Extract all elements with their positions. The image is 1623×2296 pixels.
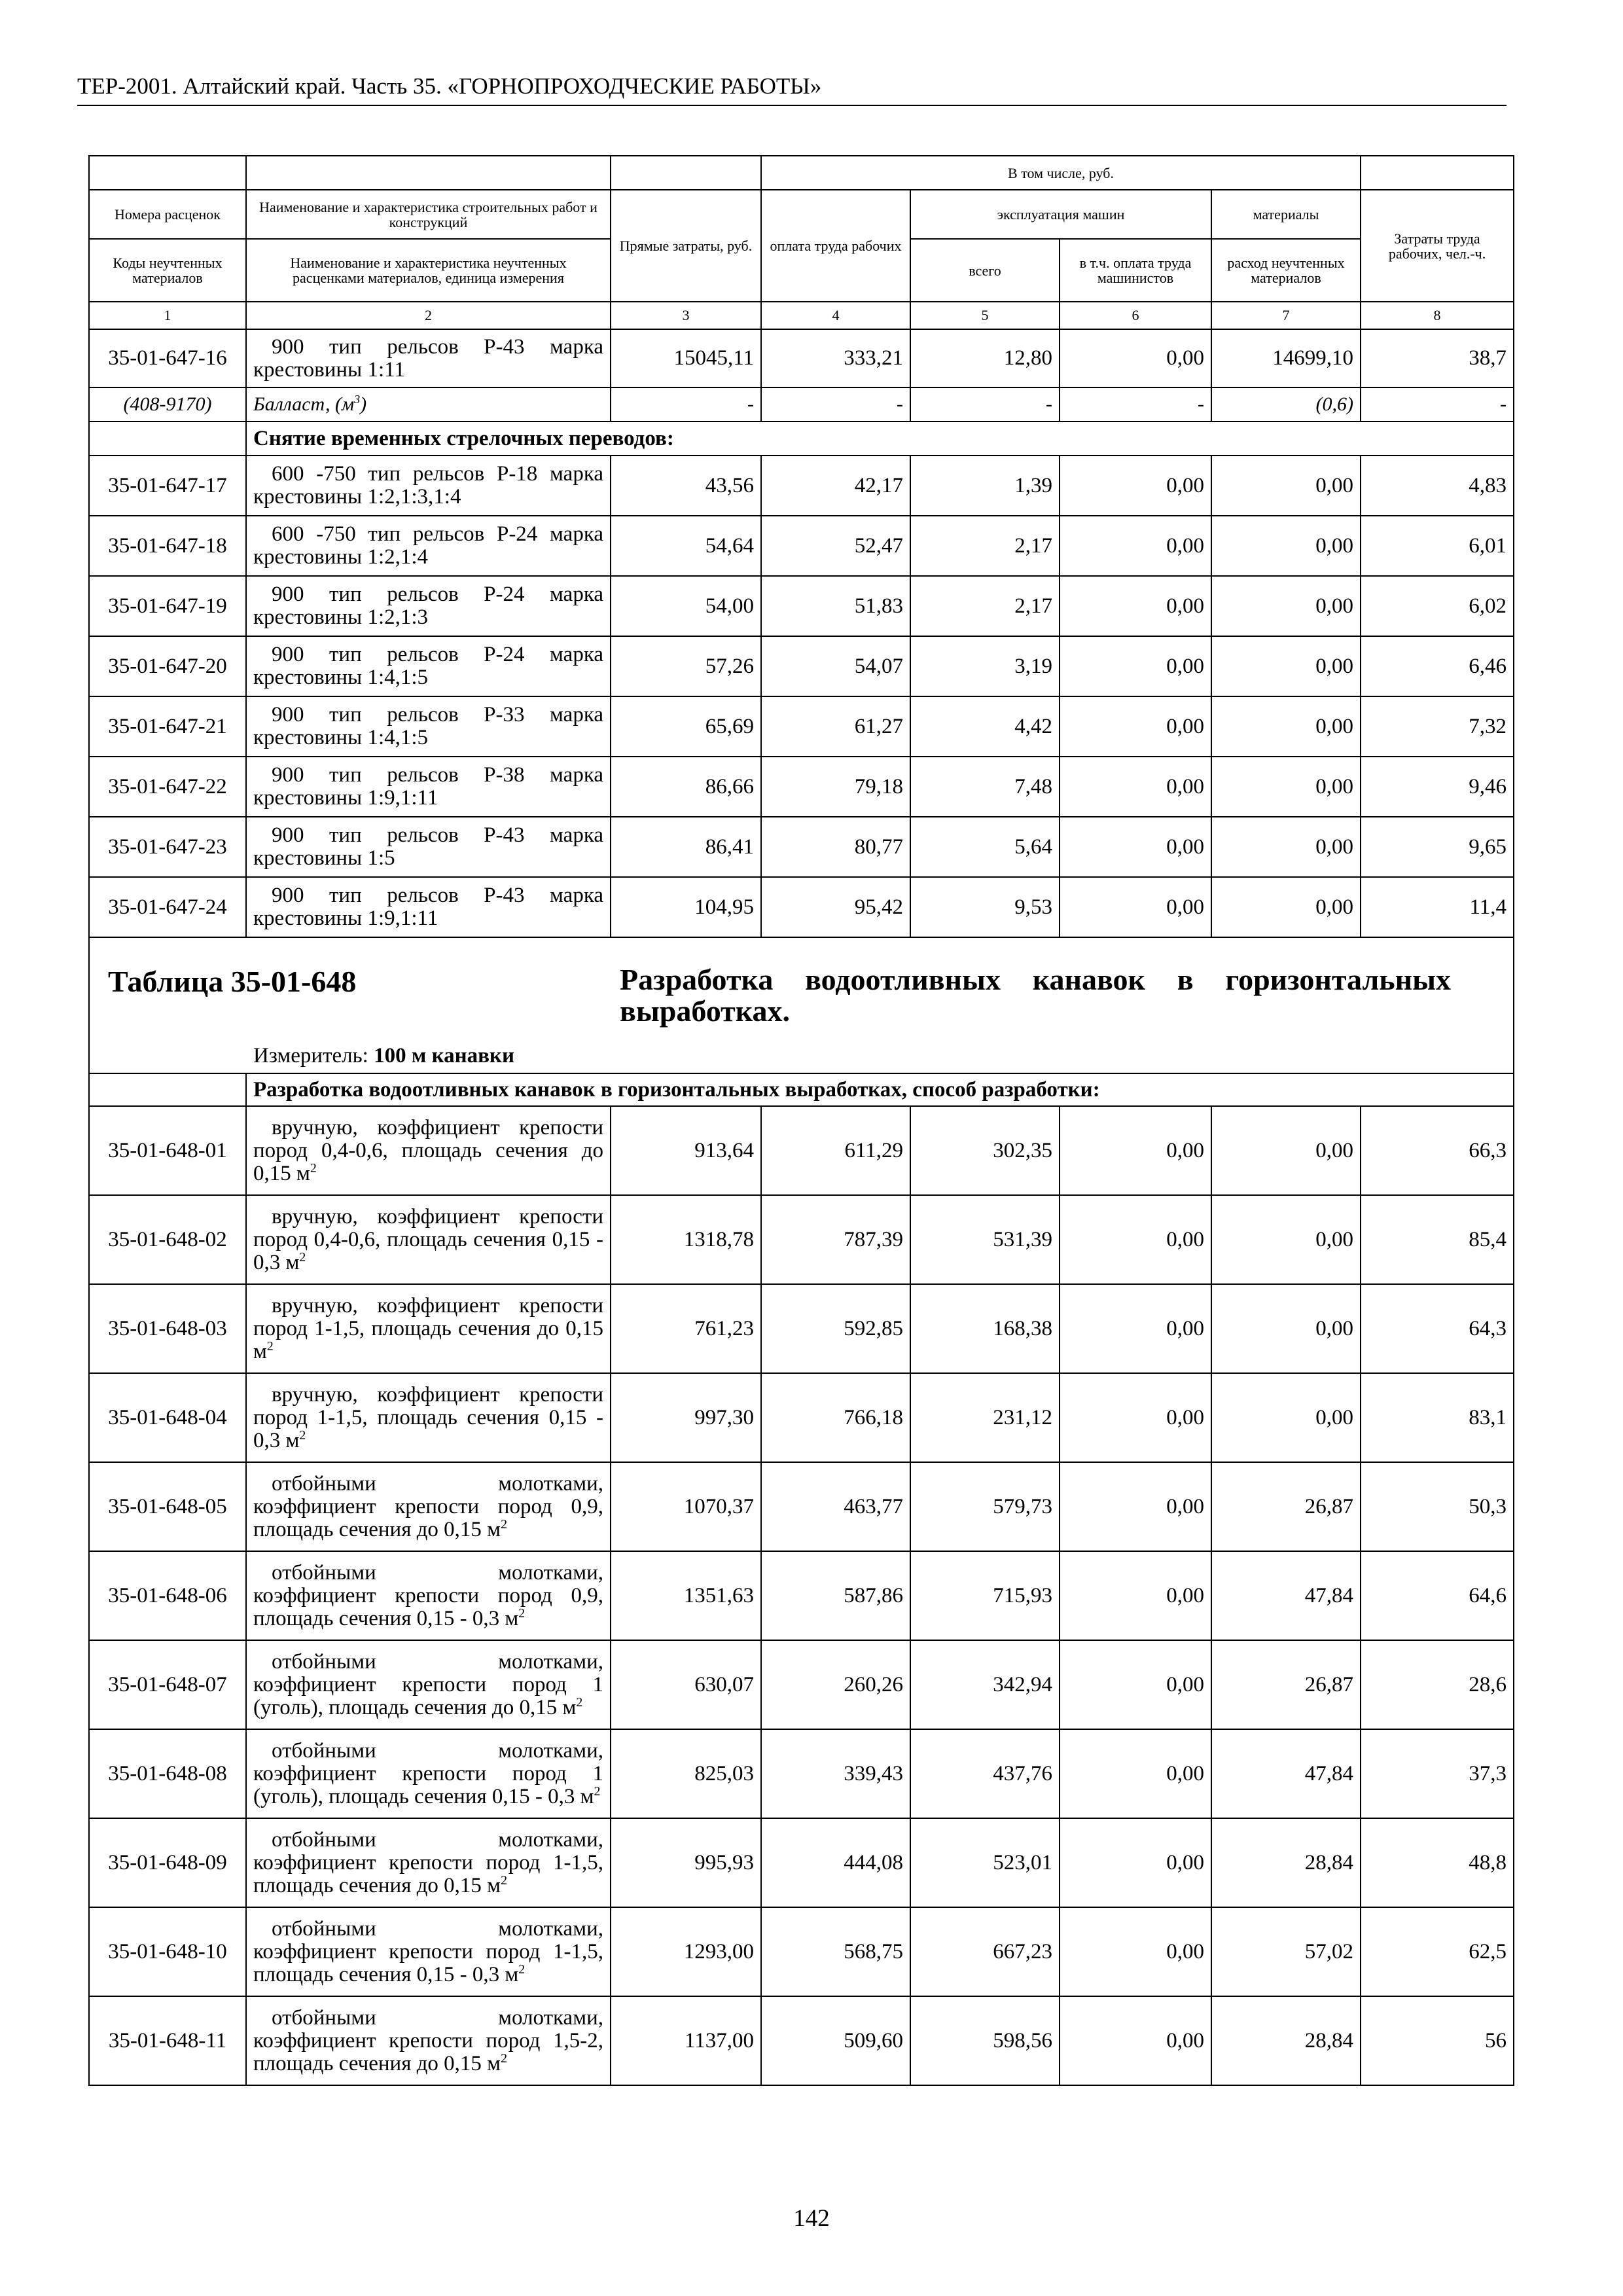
rate-value: 5,64 (910, 817, 1060, 877)
table-row (89, 576, 1514, 636)
rate-value: 995,93 (611, 1818, 761, 1907)
rate-value: 0,00 (1060, 1551, 1211, 1640)
rate-value: 523,01 (910, 1818, 1060, 1907)
rate-value: 787,39 (761, 1195, 910, 1284)
rate-code: 35-01-647-23 (89, 817, 246, 877)
rate-value: 825,03 (611, 1729, 761, 1818)
rate-description (246, 1996, 611, 2085)
rate-value: 51,83 (761, 576, 910, 636)
table-meter (253, 1044, 514, 1068)
square-superscript: 2 (310, 1160, 317, 1175)
rate-code: 35-01-648-04 (89, 1373, 246, 1462)
head-labor-costs: Затраты труда рабочих, чел.-ч. (1361, 190, 1514, 302)
table-number: Таблица 35-01-648 (108, 965, 357, 998)
table-row (89, 757, 1514, 817)
column-number: 4 (761, 302, 910, 329)
rate-value: 48,8 (1361, 1818, 1514, 1907)
table-648-header-row (89, 937, 1514, 1073)
rate-value: 54,07 (761, 636, 910, 696)
table-row (89, 877, 1514, 937)
rate-value: 47,84 (1211, 1729, 1361, 1818)
rate-value: 667,23 (910, 1907, 1060, 1996)
rate-value: 57,26 (611, 636, 761, 696)
rate-code: 35-01-647-24 (89, 877, 246, 937)
rate-description (246, 576, 611, 636)
material-name (246, 387, 611, 422)
material-value: - (1060, 387, 1211, 422)
rate-value: 0,00 (1060, 1106, 1211, 1195)
rate-value: 0,00 (1060, 1284, 1211, 1373)
rate-value: 9,53 (910, 877, 1060, 937)
rate-description (246, 696, 611, 757)
rate-code: 35-01-647-20 (89, 636, 246, 696)
rate-value: 444,08 (761, 1818, 910, 1907)
rate-value: 598,56 (910, 1996, 1060, 2085)
table-row (89, 1640, 1514, 1729)
rate-value: 0,00 (1211, 1106, 1361, 1195)
head-material-names: Наименование и характеристика неучтенных расценками материалов, единица измерения (246, 239, 611, 302)
column-number: 6 (1060, 302, 1211, 329)
rate-value: 26,87 (1211, 1462, 1361, 1551)
table-row (89, 1284, 1514, 1373)
rate-value: 14699,10 (1211, 329, 1361, 387)
column-number-row (89, 302, 1514, 329)
table-row (89, 696, 1514, 757)
material-value: (0,6) (1211, 387, 1361, 422)
rate-code: 35-01-648-10 (89, 1907, 246, 1996)
rate-description-text: отбойными молотками, коэффициент крепости пород 0,9, площадь сечения 0,15 - 0,3 м (253, 1560, 603, 1630)
rate-code: 35-01-647-18 (89, 516, 246, 576)
rate-value: 0,00 (1211, 1284, 1361, 1373)
rate-value: 28,6 (1361, 1640, 1514, 1729)
material-value: - (761, 387, 910, 422)
rate-value: 2,17 (910, 576, 1060, 636)
rate-value: 168,38 (910, 1284, 1060, 1373)
rate-value: 15045,11 (611, 329, 761, 387)
material-code: (408-9170) (89, 387, 246, 422)
rate-value: 6,46 (1361, 636, 1514, 696)
section-blank (89, 1073, 246, 1106)
rate-description-text: 600 -750 тип рельсов Р-24 марка крестовины 1:2,1:4 (253, 522, 603, 569)
rate-value: 463,77 (761, 1462, 910, 1551)
column-number: 1 (89, 302, 246, 329)
rate-code: 35-01-648-05 (89, 1462, 246, 1551)
rate-value: 913,64 (611, 1106, 761, 1195)
square-superscript: 2 (501, 1873, 507, 1888)
rate-description (246, 1818, 611, 1907)
rate-description-text: отбойными молотками, коэффициент крепости пород 1 (уголь), площадь сечения 0,15 - 0,3 м (253, 1738, 603, 1808)
rate-value: 0,00 (1060, 757, 1211, 817)
rate-value: 7,48 (910, 757, 1060, 817)
rate-description-text: 900 тип рельсов Р-43 марка крестовины 1:11 (253, 334, 603, 382)
rate-value: 1293,00 (611, 1907, 761, 1996)
head-unaccounted-materials: расход неучтенных материалов (1211, 239, 1361, 302)
rate-value: 1318,78 (611, 1195, 761, 1284)
rate-value: 47,84 (1211, 1551, 1361, 1640)
rate-value: 0,00 (1060, 696, 1211, 757)
rate-value: 86,66 (611, 757, 761, 817)
rate-code: 35-01-648-09 (89, 1818, 246, 1907)
head-in-total: В том числе, руб. (761, 156, 1361, 190)
rate-value: 43,56 (611, 456, 761, 516)
rate-value: 0,00 (1060, 1907, 1211, 1996)
rate-description-text: вручную, коэффициент крепости пород 0,4-0,6, площадь сечения 0,15 - 0,3 м (253, 1204, 603, 1274)
square-superscript: 2 (576, 1695, 583, 1710)
rate-value: 28,84 (1211, 1996, 1361, 2085)
rate-value: 0,00 (1060, 1996, 1211, 2085)
table-row (89, 1106, 1514, 1195)
section-heading: Разработка водоотливных канавок в горизонтальных выработках, способ разработки: (246, 1073, 1514, 1106)
rate-code: 35-01-648-03 (89, 1284, 246, 1373)
rate-value: 1,39 (910, 456, 1060, 516)
rate-value: 0,00 (1060, 456, 1211, 516)
rate-description-text: 900 тип рельсов Р-38 марка крестовины 1:9,1:11 (253, 763, 603, 810)
page-header: ТЕР-2001. Алтайский край. Часть 35. «ГОРНОПРОХОДЧЕСКИЕ РАБОТЫ» (77, 73, 822, 99)
table-row (89, 516, 1514, 576)
rate-value: 0,00 (1211, 817, 1361, 877)
rate-value: 104,95 (611, 877, 761, 937)
column-number: 8 (1361, 302, 1514, 329)
rate-description (246, 1551, 611, 1640)
rate-value: 0,00 (1060, 576, 1211, 636)
table-row (89, 456, 1514, 516)
rate-description-text: 900 тип рельсов Р-33 марка крестовины 1:4,1:5 (253, 703, 603, 749)
rate-description (246, 516, 611, 576)
rate-value: 592,85 (761, 1284, 910, 1373)
head-work-name: Наименование и характеристика строительных работ и конструкций (246, 190, 611, 239)
rate-description-text: вручную, коэффициент крепости пород 1-1,5, площадь сечения 0,15 - 0,3 м (253, 1382, 603, 1452)
material-name-text: Балласт, (м (253, 393, 355, 415)
header-rule (77, 105, 1507, 106)
table-row (89, 329, 1514, 387)
rate-value: 0,00 (1211, 877, 1361, 937)
material-value: - (611, 387, 761, 422)
rate-value: 766,18 (761, 1373, 910, 1462)
rate-description-text: отбойными молотками, коэффициент крепости пород 1 (уголь), площадь сечения до 0,15 м (253, 1649, 603, 1719)
rate-description (246, 757, 611, 817)
rate-value: 0,00 (1060, 1818, 1211, 1907)
rate-value: 7,32 (1361, 696, 1514, 757)
rate-value: 0,00 (1211, 696, 1361, 757)
material-name-end: ) (360, 393, 367, 415)
rate-value: 611,29 (761, 1106, 910, 1195)
rate-value: 0,00 (1211, 1373, 1361, 1462)
rates-table (88, 155, 1514, 2086)
rate-value: 64,3 (1361, 1284, 1514, 1373)
rate-value: 6,01 (1361, 516, 1514, 576)
material-value: - (1361, 387, 1514, 422)
rate-value: 28,84 (1211, 1818, 1361, 1907)
rate-value: 85,4 (1361, 1195, 1514, 1284)
rate-description (246, 329, 611, 387)
table-row (89, 1729, 1514, 1818)
rate-value: 531,39 (910, 1195, 1060, 1284)
square-superscript: 2 (299, 1427, 306, 1443)
rate-value: 0,00 (1211, 757, 1361, 817)
rate-description (246, 1195, 611, 1284)
rate-value: 9,46 (1361, 757, 1514, 817)
rate-value: 50,3 (1361, 1462, 1514, 1551)
table-row (89, 1996, 1514, 2085)
table-row (89, 1373, 1514, 1462)
square-superscript: 2 (501, 2051, 507, 2066)
table-row (89, 1462, 1514, 1551)
table-title: Разработка водоотливных канавок в горизонтальных выработках. (620, 963, 1451, 1028)
rate-value: 0,00 (1211, 576, 1361, 636)
rate-description-text: 900 тип рельсов Р-24 марка крестовины 1:2,1:3 (253, 583, 603, 629)
meter-label: Измеритель: (253, 1044, 368, 1067)
rate-value: 65,69 (611, 696, 761, 757)
rate-value: 0,00 (1060, 329, 1211, 387)
rate-value: 11,4 (1361, 877, 1514, 937)
cube-superscript: 3 (354, 393, 361, 406)
rate-description (246, 1640, 611, 1729)
rate-description (246, 877, 611, 937)
column-number: 7 (1211, 302, 1361, 329)
rate-value: 61,27 (761, 696, 910, 757)
rate-value: 0,00 (1060, 1195, 1211, 1284)
rate-value: 56 (1361, 1996, 1514, 2085)
rate-value: 79,18 (761, 757, 910, 817)
rate-value: 62,5 (1361, 1907, 1514, 1996)
rate-description (246, 1106, 611, 1195)
rate-value: 333,21 (761, 329, 910, 387)
rate-value: 37,3 (1361, 1729, 1514, 1818)
rate-value: 1351,63 (611, 1551, 761, 1640)
rate-value: 0,00 (1060, 1373, 1211, 1462)
rate-value: 0,00 (1060, 817, 1211, 877)
square-superscript: 2 (501, 1516, 507, 1532)
rate-value: 57,02 (1211, 1907, 1361, 1996)
head-materials: материалы (1211, 190, 1361, 239)
head-incl-machinist-pay: в т.ч. оплата труда машинистов (1060, 239, 1211, 302)
rate-value: 4,83 (1361, 456, 1514, 516)
rate-value: 0,00 (1060, 516, 1211, 576)
rate-code: 35-01-647-21 (89, 696, 246, 757)
material-row (89, 387, 1514, 422)
rate-value: 6,02 (1361, 576, 1514, 636)
section-blank (89, 422, 246, 456)
square-superscript: 2 (518, 1962, 526, 1977)
rate-value: 0,00 (1060, 877, 1211, 937)
rate-description-text: вручную, коэффициент крепости пород 1-1,5, площадь сечения до 0,15 м (253, 1293, 603, 1363)
rate-code: 35-01-648-02 (89, 1195, 246, 1284)
rate-description-text: 600 -750 тип рельсов Р-18 марка крестовины 1:2,1:3,1:4 (253, 462, 603, 509)
head-blank-direct (611, 156, 761, 190)
rate-code: 35-01-647-16 (89, 329, 246, 387)
rate-description-text: отбойными молотками, коэффициент крепости пород 0,9, площадь сечения до 0,15 м (253, 1471, 603, 1541)
table-row (89, 817, 1514, 877)
rate-value: 0,00 (1211, 636, 1361, 696)
square-superscript: 2 (266, 1338, 274, 1354)
rate-description (246, 456, 611, 516)
square-superscript: 2 (518, 1605, 526, 1621)
head-material-codes: Коды неучтенных материалов (89, 239, 246, 302)
rate-code: 35-01-647-17 (89, 456, 246, 516)
rate-value: 12,80 (910, 329, 1060, 387)
square-superscript: 2 (594, 1784, 601, 1799)
rate-value: 0,00 (1211, 516, 1361, 576)
rate-value: 83,1 (1361, 1373, 1514, 1462)
head-rate-numbers: Номера расценок (89, 190, 246, 239)
rate-value: 1070,37 (611, 1462, 761, 1551)
column-number: 2 (246, 302, 611, 329)
rate-value: 630,07 (611, 1640, 761, 1729)
rate-description-text: отбойными молотками, коэффициент крепости пород 1-1,5, площадь сечения до 0,15 м (253, 1827, 603, 1897)
section-heading: Снятие временных стрелочных переводов: (246, 422, 1514, 456)
rate-value: 339,43 (761, 1729, 910, 1818)
table-648-header (89, 937, 1514, 1073)
material-value: - (910, 387, 1060, 422)
rate-value: 1137,00 (611, 1996, 761, 2085)
rate-value: 231,12 (910, 1373, 1060, 1462)
rate-description (246, 817, 611, 877)
rate-description-text: вручную, коэффициент крепости пород 0,4-0,6, площадь сечения до 0,15 м (253, 1115, 603, 1185)
rate-description (246, 1284, 611, 1373)
rate-code: 35-01-648-07 (89, 1640, 246, 1729)
rate-description (246, 636, 611, 696)
table-row (89, 1551, 1514, 1640)
rate-description (246, 1373, 611, 1462)
section-row (89, 422, 1514, 456)
rate-value: 54,00 (611, 576, 761, 636)
rate-value: 509,60 (761, 1996, 910, 2085)
rate-value: 260,26 (761, 1640, 910, 1729)
page-number: 142 (793, 2205, 830, 2232)
rate-value: 437,76 (910, 1729, 1060, 1818)
rate-value: 3,19 (910, 636, 1060, 696)
rate-value: 587,86 (761, 1551, 910, 1640)
rate-description-text: 900 тип рельсов Р-43 марка крестовины 1:9,1:11 (253, 884, 603, 930)
rate-code: 35-01-648-08 (89, 1729, 246, 1818)
rate-code: 35-01-647-19 (89, 576, 246, 636)
head-blank-right (1361, 156, 1514, 190)
meter-value: 100 м канавки (374, 1044, 514, 1067)
rate-code: 35-01-648-06 (89, 1551, 246, 1640)
rate-value: 66,3 (1361, 1106, 1514, 1195)
rate-value: 52,47 (761, 516, 910, 576)
rate-value: 80,77 (761, 817, 910, 877)
table-row (89, 636, 1514, 696)
rate-value: 95,42 (761, 877, 910, 937)
rate-value: 2,17 (910, 516, 1060, 576)
rate-value: 342,94 (910, 1640, 1060, 1729)
rate-description-text: отбойными молотками, коэффициент крепости пород 1-1,5, площадь сечения 0,15 - 0,3 м (253, 1916, 603, 1986)
head-worker-pay: оплата труда рабочих (761, 190, 910, 302)
rate-value: 0,00 (1211, 1195, 1361, 1284)
table-row (89, 1818, 1514, 1907)
rate-value: 0,00 (1060, 636, 1211, 696)
rate-value: 997,30 (611, 1373, 761, 1462)
head-blank-left (89, 156, 246, 190)
rate-code: 35-01-647-22 (89, 757, 246, 817)
square-superscript: 2 (299, 1249, 306, 1265)
rate-value: 0,00 (1060, 1462, 1211, 1551)
rate-value: 0,00 (1211, 456, 1361, 516)
column-number: 5 (910, 302, 1060, 329)
head-machine-ops: эксплуатация машин (910, 190, 1211, 239)
head-total: всего (910, 239, 1060, 302)
rate-value: 38,7 (1361, 329, 1514, 387)
rate-description-text: 900 тип рельсов Р-43 марка крестовины 1:5 (253, 823, 603, 870)
rate-value: 568,75 (761, 1907, 910, 1996)
rate-value: 761,23 (611, 1284, 761, 1373)
rate-value: 42,17 (761, 456, 910, 516)
rate-value: 26,87 (1211, 1640, 1361, 1729)
section-row (89, 1073, 1514, 1106)
rate-description (246, 1462, 611, 1551)
head-blank-mid (246, 156, 611, 190)
rate-value: 9,65 (1361, 817, 1514, 877)
rate-description (246, 1729, 611, 1818)
table-row (89, 1907, 1514, 1996)
rate-code: 35-01-648-01 (89, 1106, 246, 1195)
rate-value: 0,00 (1060, 1640, 1211, 1729)
rate-value: 715,93 (910, 1551, 1060, 1640)
rate-value: 64,6 (1361, 1551, 1514, 1640)
rate-value: 302,35 (910, 1106, 1060, 1195)
rate-value: 86,41 (611, 817, 761, 877)
rate-description-text: 900 тип рельсов Р-24 марка крестовины 1:4,1:5 (253, 643, 603, 689)
rate-value: 0,00 (1060, 1729, 1211, 1818)
head-direct-costs: Прямые затраты, руб. (611, 190, 761, 302)
rate-description (246, 1907, 611, 1996)
table-row (89, 1195, 1514, 1284)
rate-value: 54,64 (611, 516, 761, 576)
rate-value: 579,73 (910, 1462, 1060, 1551)
rate-value: 4,42 (910, 696, 1060, 757)
rate-code: 35-01-648-11 (89, 1996, 246, 2085)
column-number: 3 (611, 302, 761, 329)
rate-description-text: отбойными молотками, коэффициент крепости пород 1,5-2, площадь сечения до 0,15 м (253, 2005, 603, 2075)
